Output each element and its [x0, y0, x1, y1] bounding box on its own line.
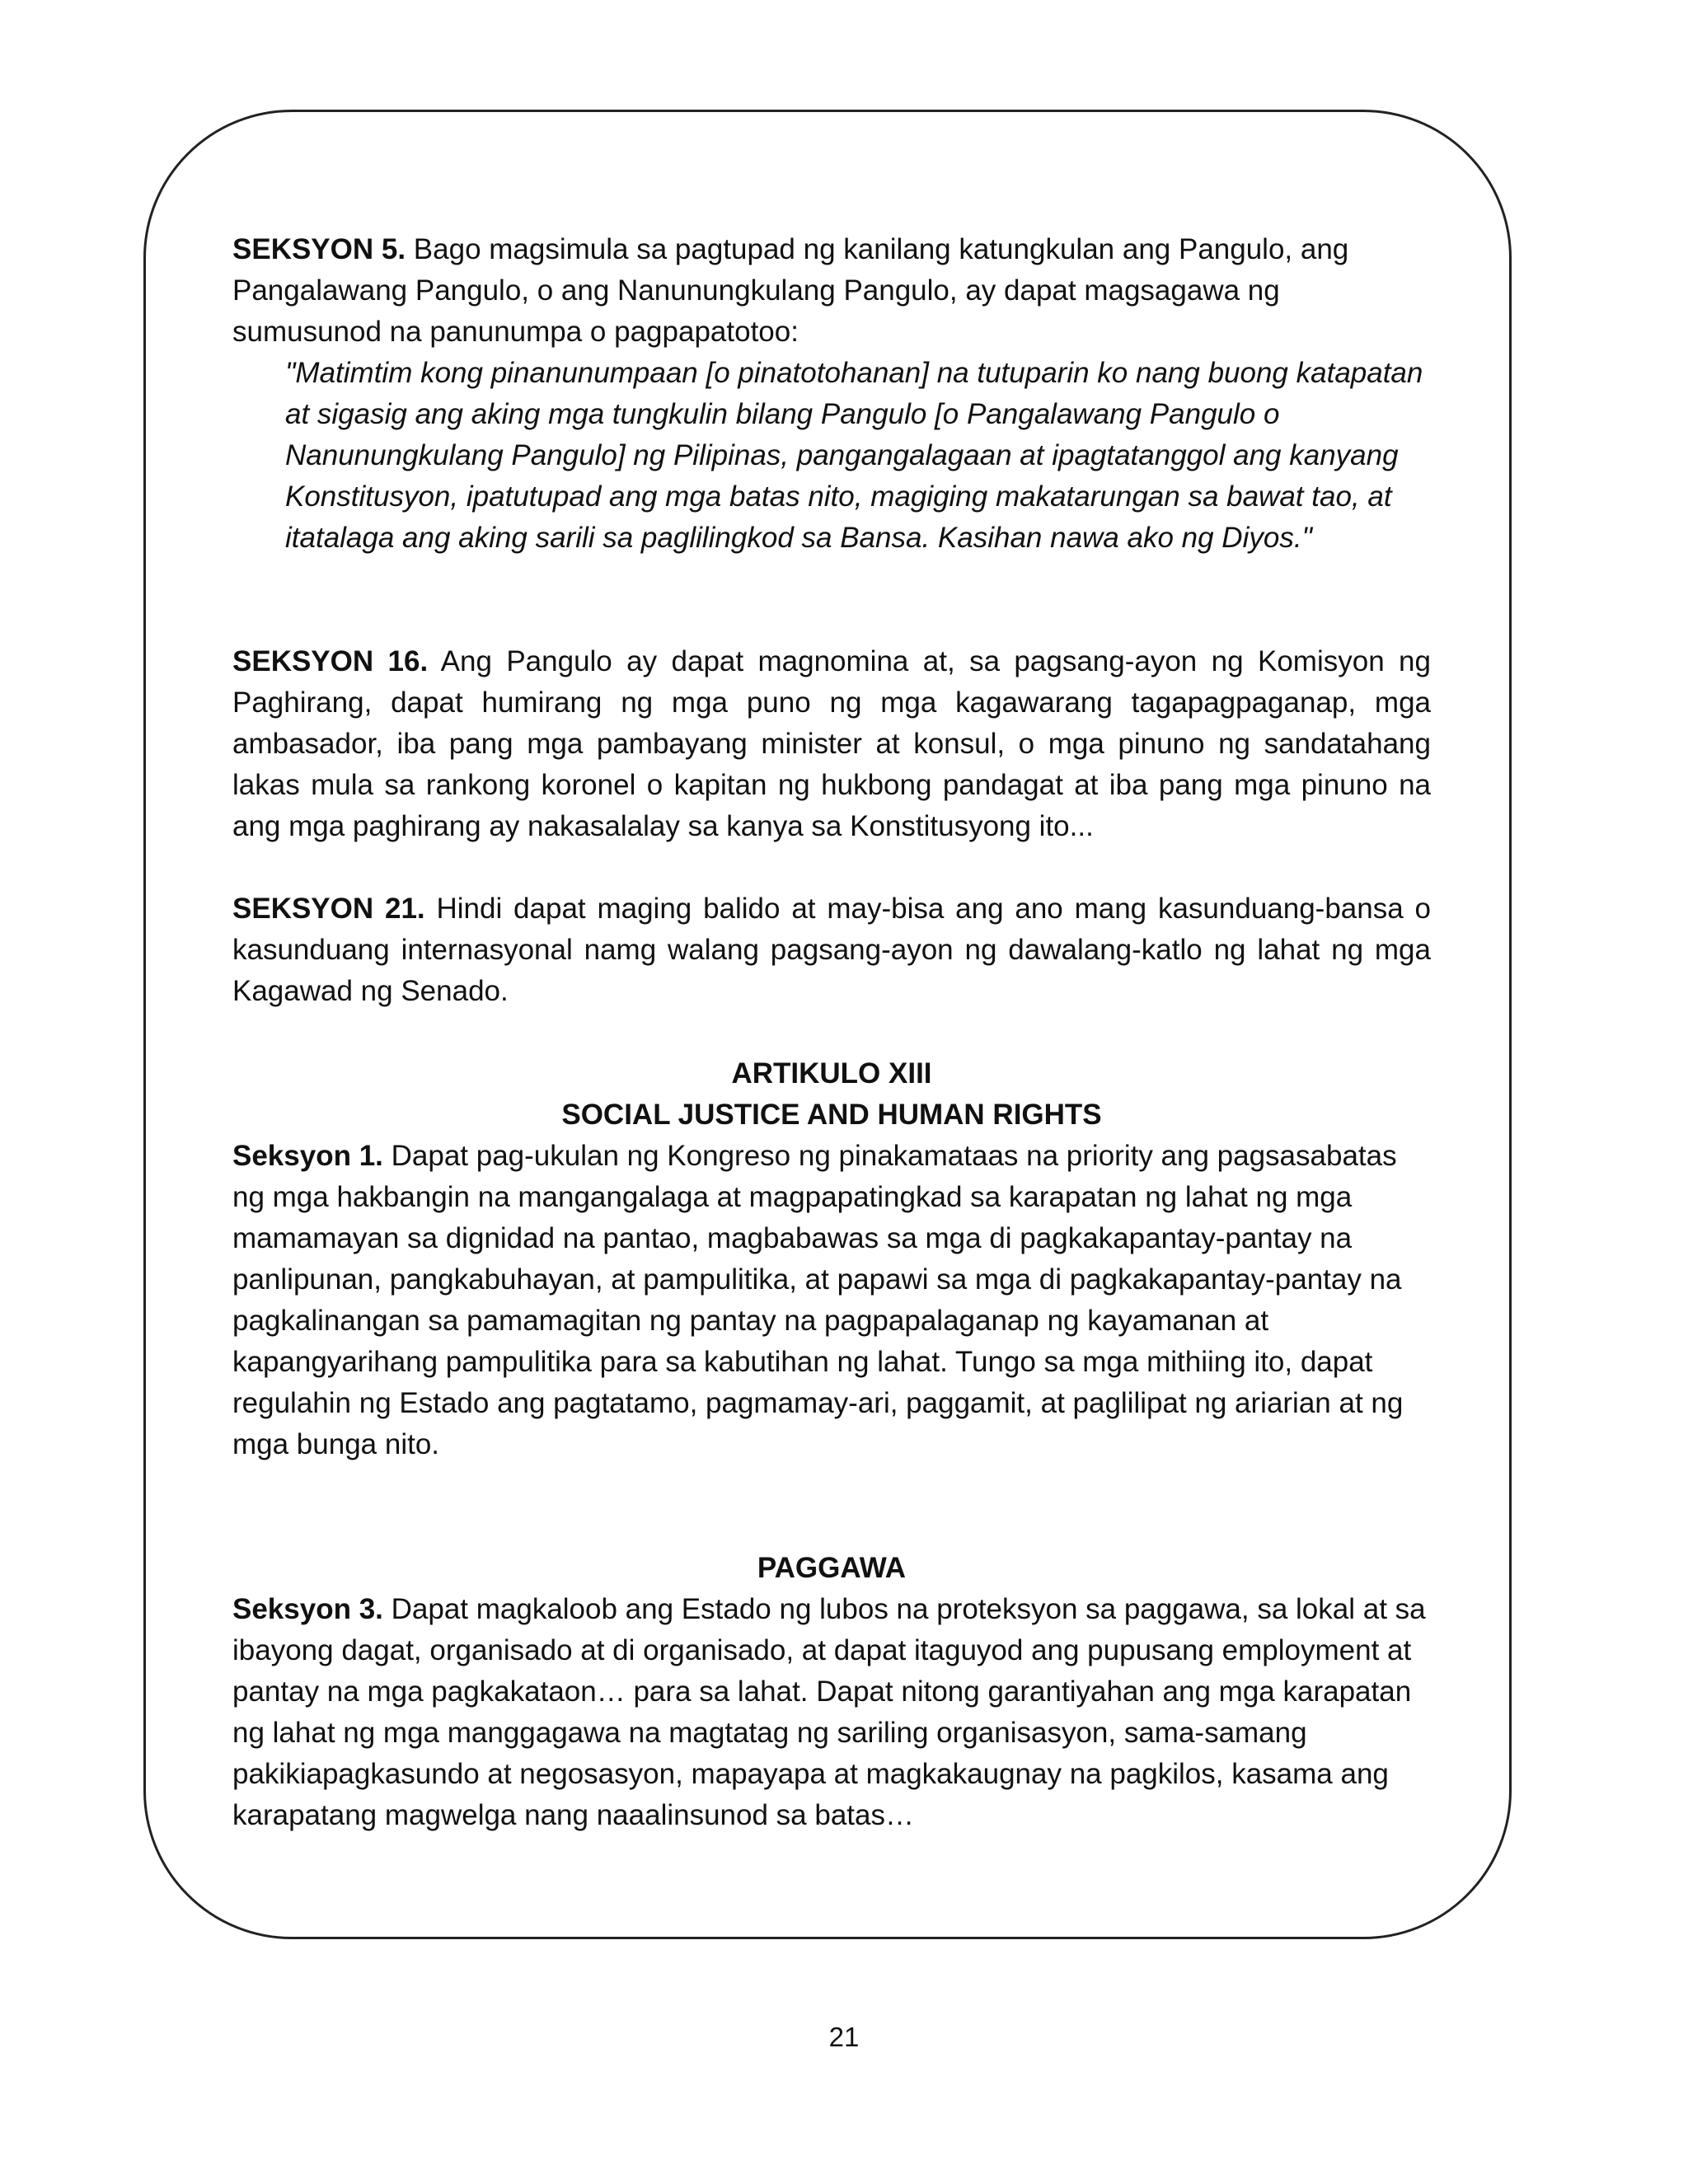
seksyon-21-text: Hindi dapat maging balido at may-bisa ang ano mang kasunduang-bansa o kasunduang internasyonal namg walang pagsang-ayon ng dawalang-katlo ng lahat ng mga Kagawad ng Senado. [232, 893, 1431, 1007]
paggawa-seksyon-3-text: Dapat magkaloob ang Estado ng lubos na proteksyon sa paggawa, sa lokal at sa ibayong dagat, organisado at di organisado, at dapat itaguyod ang pupusang employment at pantay na mga pagkakataon… para sa lahat. Dapat nitong garantiyahan ang mga karapatan ng lahat ng mga manggagawa na magtatag ng sariling organisasyon, sama-samang pakikiapagkasundo at negosasyon, mapayapa at magkakaugnay na pagkilos, kasama ang karapatang magwelga nang naaalinsunod sa batas… [232, 1593, 1426, 1831]
seksyon-5-label: SEKSYON 5. [232, 233, 406, 265]
paggawa-seksyon-3-paragraph [232, 1589, 1431, 1836]
seksyon-16-text: Ang Pangulo ay dapat magnomina at, sa pagsang-ayon ng Komisyon ng Paghirang, dapat humirang ng mga puno ng mga kagawarang tagapagpaganap, mga ambasador, iba pang mga pambayang minister at konsul, o mga pinuno ng sandatahang lakas mula sa rankong koronel o kapitan ng hukbong pandagat at iba pang mga pinuno na ang mga paghirang ay nakasalalay sa kanya sa Konstitusyong ito... [232, 645, 1431, 842]
paggawa-title: PAGGAWA [757, 1552, 907, 1584]
seksyon-21-paragraph [232, 888, 1431, 1012]
seksyon-16-label: SEKSYON 16. [232, 645, 429, 677]
article-subtitle: SOCIAL JUSTICE AND HUMAN RIGHTS [561, 1099, 1102, 1131]
article-title: ARTIKULO XIII [731, 1057, 932, 1090]
seksyon-5-text: Bago magsimula sa pagtupad ng kanilang katungkulan ang Pangulo, ang Pangalawang Pangulo, o ang Nanunungkulang Pangulo, ay dapat magsagawa ng sumusunod na panunumpa o pagpapatotoo: [232, 233, 1349, 348]
article-seksyon-1-label: Seksyon 1. [232, 1140, 383, 1172]
page-number: 21 [828, 2022, 860, 2052]
seksyon-5-paragraph [232, 229, 1431, 353]
article-seksyon-1-paragraph [232, 1136, 1431, 1465]
article-seksyon-1-text: Dapat pag-ukulan ng Kongreso ng pinakamataas na priority ang pagsasabatas ng mga hakbangin na mangangalaga at magpapatingkad sa karapatan ng lahat ng mga mamamayan sa dignidad na pantao, magbabawas sa mga di pagkakapantay-pantay na panlipunan, pangkabuhayan, at pampulitika, at papawi sa mga di pagkakapantay-pantay na pagkalinangan sa pamamagitan ng pantay na pagpapalaganap ng kayamanan at kapangyarihang pampulitika para sa kabutihan ng lahat. Tungo sa mga mithiing ito, dapat regulahin ng Estado ang pagtatamo, pagmamay-ari, paggamit, at paglilipat ng ariarian at ng mga bunga nito. [232, 1140, 1404, 1460]
paggawa-seksyon-3-label: Seksyon 3. [232, 1593, 383, 1625]
page-content [232, 229, 1431, 1836]
oath-quote: "Matimtim kong pinanunumpaan [o pinatotohanan] na tutuparin ko nang buong katapatan at sigasig ang aking mga tungkulin bilang Pangulo [o Pangalawang Pangulo o Nanunungkulang Pangulo] ng Pilipinas, pangangalagaan at ipagtatanggol ang kanyang Konstitusyon, ipatutupad ang mga batas nito, magiging makatarungan sa bawat tao, at itatalaga ang aking sarili sa paglilingkod sa Bansa. Kasihan nawa ako ng Diyos." [285, 357, 1423, 554]
seksyon-21-label: SEKSYON 21. [232, 893, 425, 925]
seksyon-16-paragraph [232, 641, 1431, 847]
